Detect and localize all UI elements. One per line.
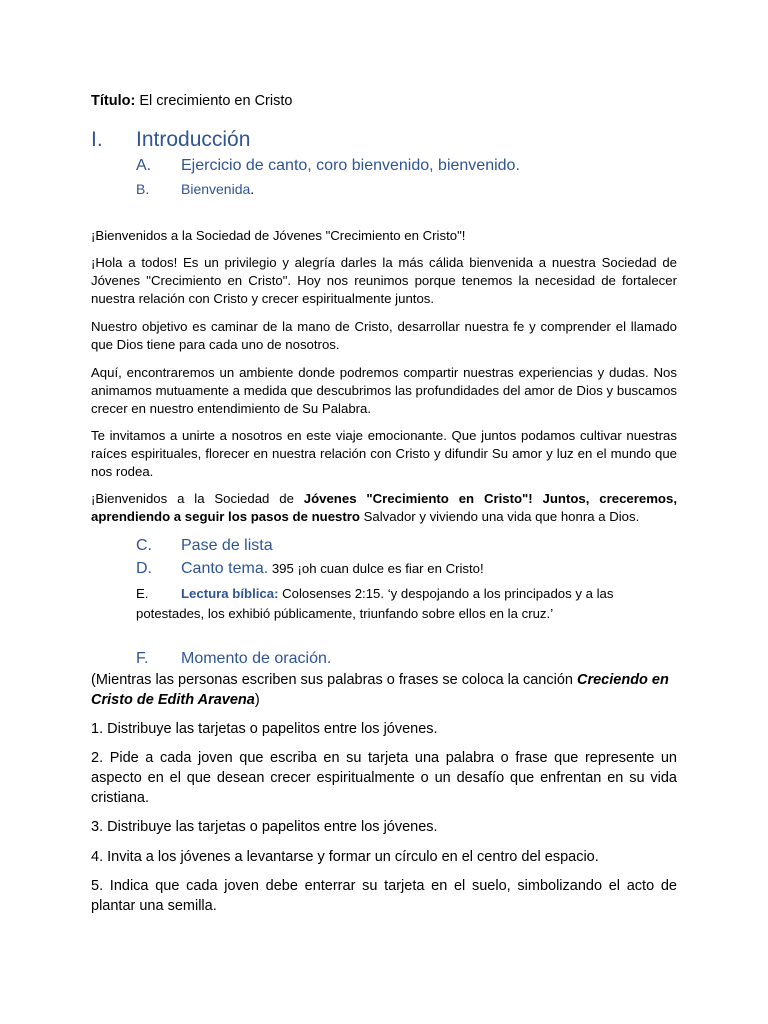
paragraph-4: Te invitamos a unirte a nosotros en este viaje emocionante. Que juntos podamos cultivar nuestras raíces espirituales, florecer en nuestra relación con Cristo y difundir Su amor y luz en el mundo que nos rodea. — [91, 428, 677, 479]
item-c-number: C. — [136, 537, 152, 554]
paragraph-5-bold: Jóvenes "Crecimiento en Cristo"! Juntos, creceremos, aprendiendo a seguir los pasos de nuestro — [91, 491, 677, 524]
item-d-number: D. — [136, 560, 152, 577]
step-4: 4. Invita a los jóvenes a levantarse y formar un círculo en el centro del espacio. — [91, 849, 599, 865]
item-a-text: Ejercicio de canto, coro bienvenido, bienvenido. — [181, 157, 520, 174]
step-2: 2. Pide a cada joven que escriba en su tarjeta una palabra o frase que represente un aspecto en el que desean crecer espiritualmente o un desafío que enfrentan en su vida cristiana. — [91, 750, 677, 806]
welcome-line: ¡Bienvenidos a la Sociedad de Jóvenes "Crecimiento en Cristo"! — [91, 228, 466, 243]
item-c — [136, 537, 676, 557]
title-value: El crecimiento en Cristo — [135, 93, 293, 109]
paragraph-5-end: Salvador y viviendo una vida que honra a Dios. — [359, 509, 640, 524]
item-d-extra: 395 ¡oh cuan dulce es fiar en Cristo! — [268, 561, 484, 576]
paragraph-5 — [91, 490, 677, 526]
item-f-number: F. — [136, 650, 149, 667]
instructions-end: ) — [254, 692, 260, 708]
item-d-text: Canto tema. — [181, 560, 269, 577]
paragraph-1: ¡Hola a todos! Es un privilegio y alegría darles la más cálida bienvenida a nuestra Sociedad de Jóvenes "Crecimiento en Cristo". Hoy nos reunimos porque tenemos la necesidad de fortalecer nuestra relación con Cristo y crecer espiritualmente juntos. — [91, 255, 677, 306]
instructions-start: (Mientras las personas escriben sus palabras o frases se coloca la canción — [91, 672, 577, 688]
section-title: Introducción — [136, 128, 251, 151]
item-b-suffix: . — [250, 181, 255, 197]
title-label: Título: — [91, 93, 136, 109]
item-c-text: Pase de lista — [181, 537, 273, 554]
item-f-text: Momento de oración. — [181, 650, 332, 667]
item-e-text: Colosenses 2:15. ‘y despojando a los principados y a las potestades, los exhibió públicamente, triunfando sobre ellos en la cruz.’ — [136, 586, 614, 621]
item-f — [136, 650, 676, 670]
paragraph-5-start: ¡Bienvenidos a la Sociedad de — [91, 491, 304, 506]
item-e-number: E. — [136, 586, 149, 601]
instructions-song: Creciendo en Cristo de Edith Aravena — [91, 672, 669, 708]
item-b-text: Bienvenida — [181, 181, 251, 197]
instructions-note — [91, 670, 677, 710]
step-5: 5. Indica que cada joven debe enterrar su tarjeta en el suelo, simbolizando el acto de plantar una semilla. — [91, 878, 677, 914]
item-b-number: B. — [136, 181, 150, 197]
section-number: I. — [91, 128, 103, 151]
paragraph-3: Aquí, encontraremos un ambiente donde podremos compartir nuestras experiencias y dudas. Nos animamos mutuamente a medida que descubrimos las profundidades del amor de Dios y buscamos crecer en nuestro entendimiento de Su Palabra. — [91, 365, 677, 416]
item-a — [136, 157, 676, 177]
item-b — [136, 181, 676, 199]
step-3: 3. Distribuye las tarjetas o papelitos entre los jóvenes. — [91, 819, 438, 835]
section-heading-introduccion — [91, 128, 691, 154]
document-title — [91, 93, 292, 109]
step-1: 1. Distribuye las tarjetas o papelitos entre los jóvenes. — [91, 721, 438, 737]
paragraph-2: Nuestro objetivo es caminar de la mano de Cristo, desarrollar nuestra fe y comprender el llamado que Dios tiene para cada uno de nosotros. — [91, 319, 677, 352]
item-a-number: A. — [136, 157, 152, 174]
item-d — [136, 560, 676, 580]
item-e-label: Lectura bíblica: — [181, 586, 279, 601]
item-e — [136, 584, 656, 624]
